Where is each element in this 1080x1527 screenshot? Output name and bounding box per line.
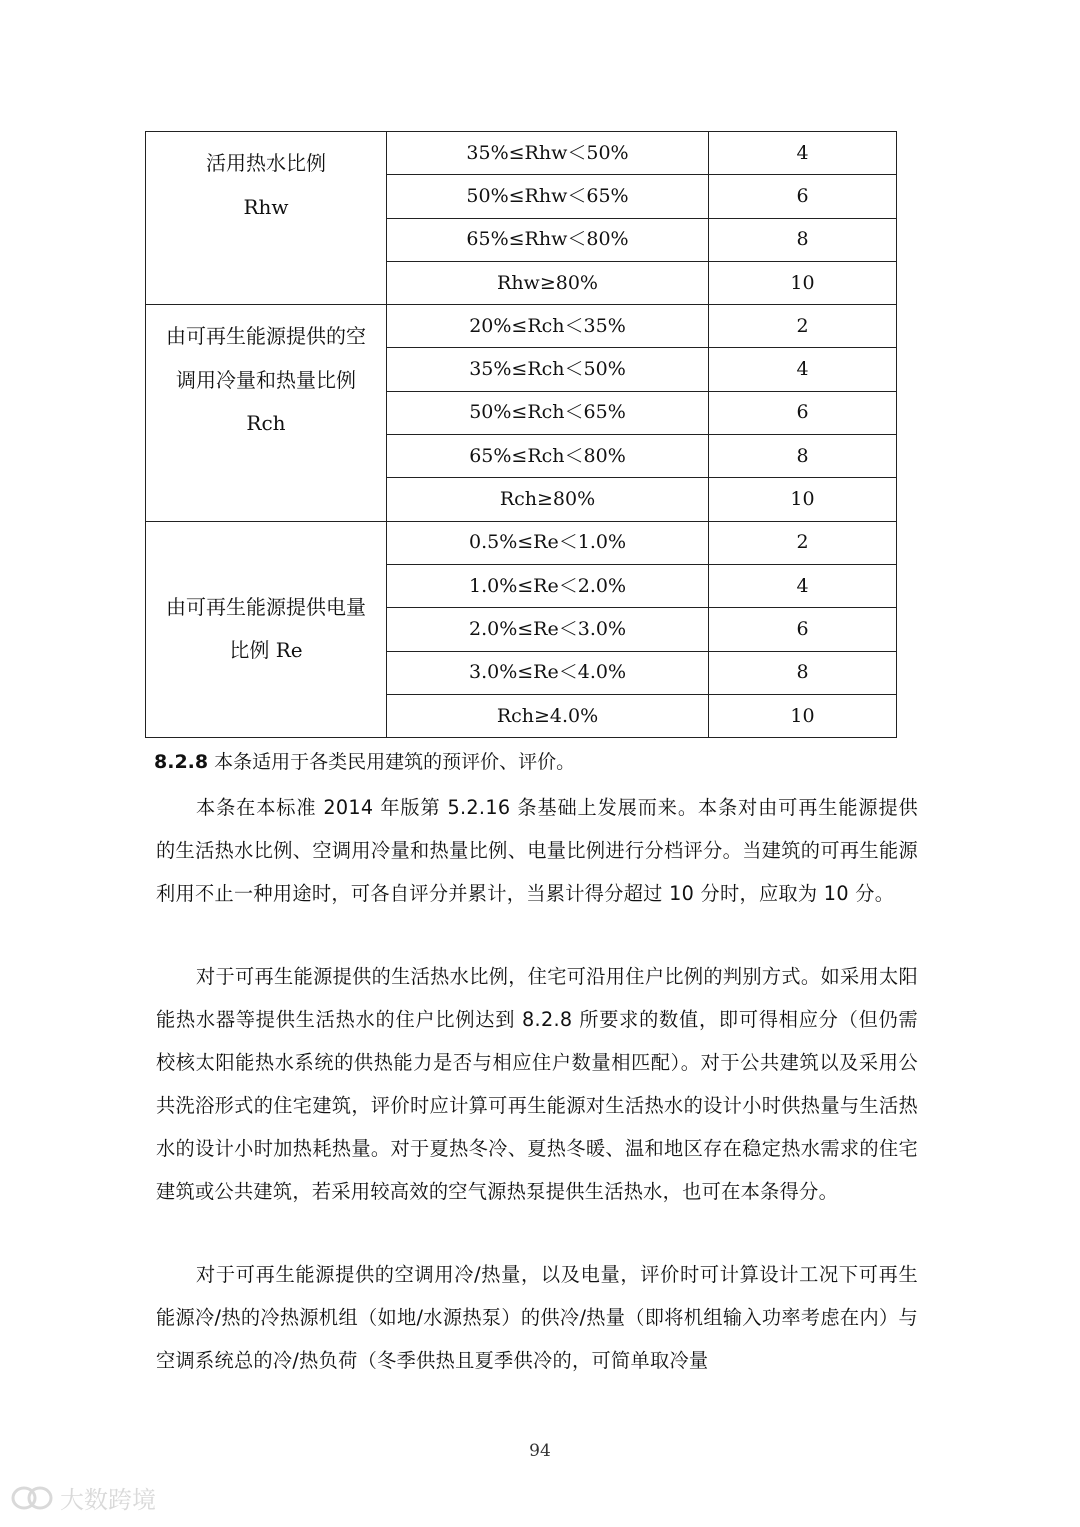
range-cell: 3.0%≤Re＜4.0% <box>387 651 709 694</box>
score-cell: 8 <box>709 651 897 694</box>
score-cell: 4 <box>709 564 897 607</box>
table-row <box>146 521 897 564</box>
range-cell: Rch≥4.0% <box>387 694 709 737</box>
item-cell <box>146 521 387 737</box>
page-number: 94 <box>529 1441 551 1461</box>
range-cell: 65%≤Rch＜80% <box>387 435 709 478</box>
item-label-line: 由可再生能源提供电量 <box>166 594 366 619</box>
score-cell: 10 <box>709 478 897 521</box>
range-cell: 0.5%≤Re＜1.0% <box>387 521 709 564</box>
score-table <box>145 131 897 738</box>
score-cell: 2 <box>709 305 897 348</box>
item-label-line: Rhw <box>243 194 289 219</box>
range-cell: 20%≤Rch＜35% <box>387 305 709 348</box>
paragraph: 本条在本标准 2014 年版第 5.2.16 条基础上发展而来。本条对由可再生能源提供的生活热水比例、空调用冷量和热量比例、电量比例进行分档评分。当建筑的可再生能源利用不止一种用途时，可各自评分并累计，当累计得分超过 10 分时，应取为 10 分。 <box>156 796 918 905</box>
score-cell: 8 <box>709 218 897 261</box>
item-label-line: 由可再生能源提供的空 <box>166 324 366 349</box>
range-cell: 1.0%≤Re＜2.0% <box>387 564 709 607</box>
score-cell: 8 <box>709 435 897 478</box>
watermark <box>10 1480 156 1515</box>
item-label-line: 调用冷量和热量比例 <box>176 367 356 392</box>
table-row <box>146 305 897 348</box>
item-label-line: 比例 Re <box>229 638 303 663</box>
clause-heading <box>154 747 575 774</box>
item-label-line: Rch <box>246 411 286 436</box>
item-cell <box>146 132 387 305</box>
score-cell: 6 <box>709 608 897 651</box>
score-cell: 6 <box>709 391 897 434</box>
item-cell <box>146 305 387 521</box>
range-cell: 35%≤Rhw＜50% <box>387 132 709 175</box>
score-cell: 4 <box>709 132 897 175</box>
paragraph: 对于可再生能源提供的空调用冷/热量，以及电量，评价时可计算设计工况下可再生能源冷/热的冷热源机组（如地/水源热泵）的供冷/热量（即将机组输入功率考虑在内）与空调系统总的冷/热负荷（冬季供热且夏季供冷的，可简单取冷量 <box>156 1263 918 1372</box>
range-cell: 50%≤Rch＜65% <box>387 391 709 434</box>
score-cell: 4 <box>709 348 897 391</box>
table-row <box>146 132 897 175</box>
watermark-logo-icon <box>10 1484 54 1512</box>
score-cell: 2 <box>709 521 897 564</box>
item-label-line: 活用热水比例 <box>206 151 326 175</box>
range-cell: 35%≤Rch＜50% <box>387 348 709 391</box>
range-cell: 50%≤Rhw＜65% <box>387 175 709 218</box>
watermark-text: 大数跨境 <box>60 1486 156 1514</box>
range-cell: Rch≥80% <box>387 478 709 521</box>
clause-number: 8.2.8 <box>154 751 209 773</box>
range-cell: 65%≤Rhw＜80% <box>387 218 709 261</box>
paragraph: 对于可再生能源提供的生活热水比例，住宅可沿用住户比例的判别方式。如采用太阳能热水器等提供生活热水的住户比例达到 8.2.8 所要求的数值，即可得相应分（但仍需校核太阳能热水系统的供热能力是否与相应住户数量相匹配）。对于公共建筑以及采用公共洗浴形式的住宅建筑，评价时应计算可再生能源对生活热水的设计小时供热量与生活热水的设计小时加热耗热量。对于夏热冬冷、夏热冬暖、温和地区存在稳定热水需求的住宅建筑或公共建筑，若采用较高效的空气源热泵提供生活热水，也可在本条得分。 <box>156 965 918 1203</box>
range-cell: 2.0%≤Re＜3.0% <box>387 608 709 651</box>
score-cell: 10 <box>709 261 897 304</box>
range-cell: Rhw≥80% <box>387 261 709 304</box>
clause-text: 本条适用于各类民用建筑的预评价、评价。 <box>214 751 576 773</box>
score-cell: 6 <box>709 175 897 218</box>
score-cell: 10 <box>709 694 897 737</box>
